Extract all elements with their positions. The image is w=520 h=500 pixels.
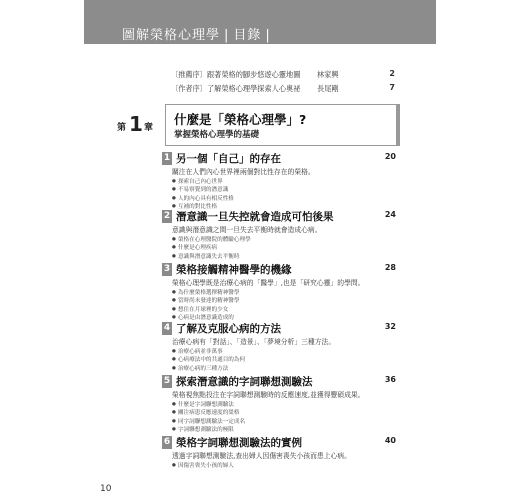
section-description: 治療心病有「對話」、「造景」、「夢境分析」三種方法。 <box>172 338 336 346</box>
section-title: 榮格字詞聯想測驗法的實例 <box>176 437 302 449</box>
bullet-item: ● 什麼是字詞聯想測驗法 <box>172 401 245 409</box>
bullet-item: ● 關注病患反應速度的榮格 <box>172 409 245 417</box>
section-bullets <box>172 401 245 434</box>
bullet-item: ● 心病是由潛意識造成的 <box>172 314 239 322</box>
section-description: 透過字詞聯想測驗法,查出婦人因傷害喪失小孩而患上心病。 <box>172 452 351 460</box>
bullet-item: ● 字詞聯想測驗法的極限 <box>172 426 245 434</box>
section-title: 探索潛意識的字詞聯想測驗法 <box>176 376 313 388</box>
bullet-item: ● 探索自己內心世界 <box>172 178 234 186</box>
preface-author: 林家興 <box>317 70 339 79</box>
section-page: 36 <box>384 375 396 384</box>
bullet-item: ● 心病療法中的共通目的為何 <box>172 356 245 364</box>
section-number: 2 <box>163 211 171 221</box>
section-page: 20 <box>384 152 396 161</box>
section-bullets <box>172 178 234 211</box>
section-bullets <box>172 236 251 261</box>
bullet-item: ● 不易察覺到的潛意識 <box>172 186 234 194</box>
section-description: 意識與潛意識之間一旦失去平衡時就會造成心病。 <box>172 226 322 234</box>
preface-page: 7 <box>389 83 395 92</box>
bullet-item: ● 意識與潛意識失去平衡時 <box>172 253 251 261</box>
header-title <box>122 24 275 43</box>
bullet-item: ● 當時尚未發達的精神醫學 <box>172 297 239 305</box>
bullet-item: ● 互補的對比性格 <box>172 203 234 211</box>
chapter-prefix: 第 <box>117 123 127 133</box>
section-number: 5 <box>163 376 171 386</box>
bullet-item: ● 什麼是心理疾病 <box>172 244 251 252</box>
section-description: 關注在人們內心世界裡兩個對比性存在的榮格。 <box>172 168 315 176</box>
chapter-suffix: 章 <box>144 123 154 133</box>
section-number: 1 <box>163 153 171 163</box>
bullet-item: ● 榮格在心理醫院的體驗心理學 <box>172 236 251 244</box>
preface-recommend <box>171 70 395 82</box>
bullet-item: ● 同字詞聯想測驗法一定成名 <box>172 418 245 426</box>
chapter-box <box>165 104 400 146</box>
chapter-number <box>113 110 163 140</box>
bullet-item: ● 人的內心具有相反性格 <box>172 195 234 203</box>
bullet-item: ● 為什麼榮格選擇精神醫學 <box>172 289 239 297</box>
section-number: 6 <box>163 437 171 447</box>
preface-text: 〔作者序〕了解榮格心理學探索人心奧祕 <box>171 84 301 93</box>
section-bullets <box>172 289 239 322</box>
section-number: 3 <box>163 264 171 274</box>
section-bullets <box>172 348 245 373</box>
section-description: 榮格視焦點投注在字詞聯想測驗時的反應速度,並獲得豐碩成果。 <box>172 391 365 399</box>
bullet-item: ● 因傷害喪失小孩的婦人 <box>172 462 234 470</box>
bullet-item: ● 想住在月球裡的少女 <box>172 306 239 314</box>
section-title: 了解及克服心病的方法 <box>176 323 281 335</box>
section-page: 28 <box>384 263 396 272</box>
section-number: 4 <box>163 323 171 333</box>
page-number: 10 <box>100 484 112 494</box>
chapter-subtitle: 掌握榮格心理學的基礎 <box>174 130 260 140</box>
bullet-item: ● 治療心病的三種方法 <box>172 365 245 373</box>
preface-author-note <box>171 84 395 96</box>
bullet-item: ● 治療心病並非萬事 <box>172 348 245 356</box>
section-page: 40 <box>384 436 396 445</box>
section-title: 另一個「自己」的存在 <box>176 153 281 165</box>
section-page: 32 <box>384 322 396 331</box>
title-separator-end: | <box>265 28 271 43</box>
section-title: 潛意識一旦失控就會造成可怕後果 <box>176 211 334 223</box>
chapter-digit: 1 <box>129 112 143 136</box>
title-separator: | <box>224 28 230 43</box>
preface-page: 2 <box>389 69 395 78</box>
chapter-title: 什麼是「榮格心理學」? <box>174 112 307 127</box>
book-title: 圖解榮格心理學 <box>122 28 221 43</box>
section-page: 24 <box>384 210 396 219</box>
section-bullets <box>172 462 234 470</box>
preface-text: 〔推薦序〕跟著榮格的腳步悠遊心靈地圖 <box>171 70 301 79</box>
section-description: 榮格心理學既是治療心病的「醫學」,也是「研究心靈」的學問。 <box>172 279 365 287</box>
preface-author: 長尾剛 <box>317 84 339 93</box>
section-title: 榮格接觸精神醫學的機緣 <box>176 264 292 276</box>
section-title: 目錄 <box>233 28 262 43</box>
